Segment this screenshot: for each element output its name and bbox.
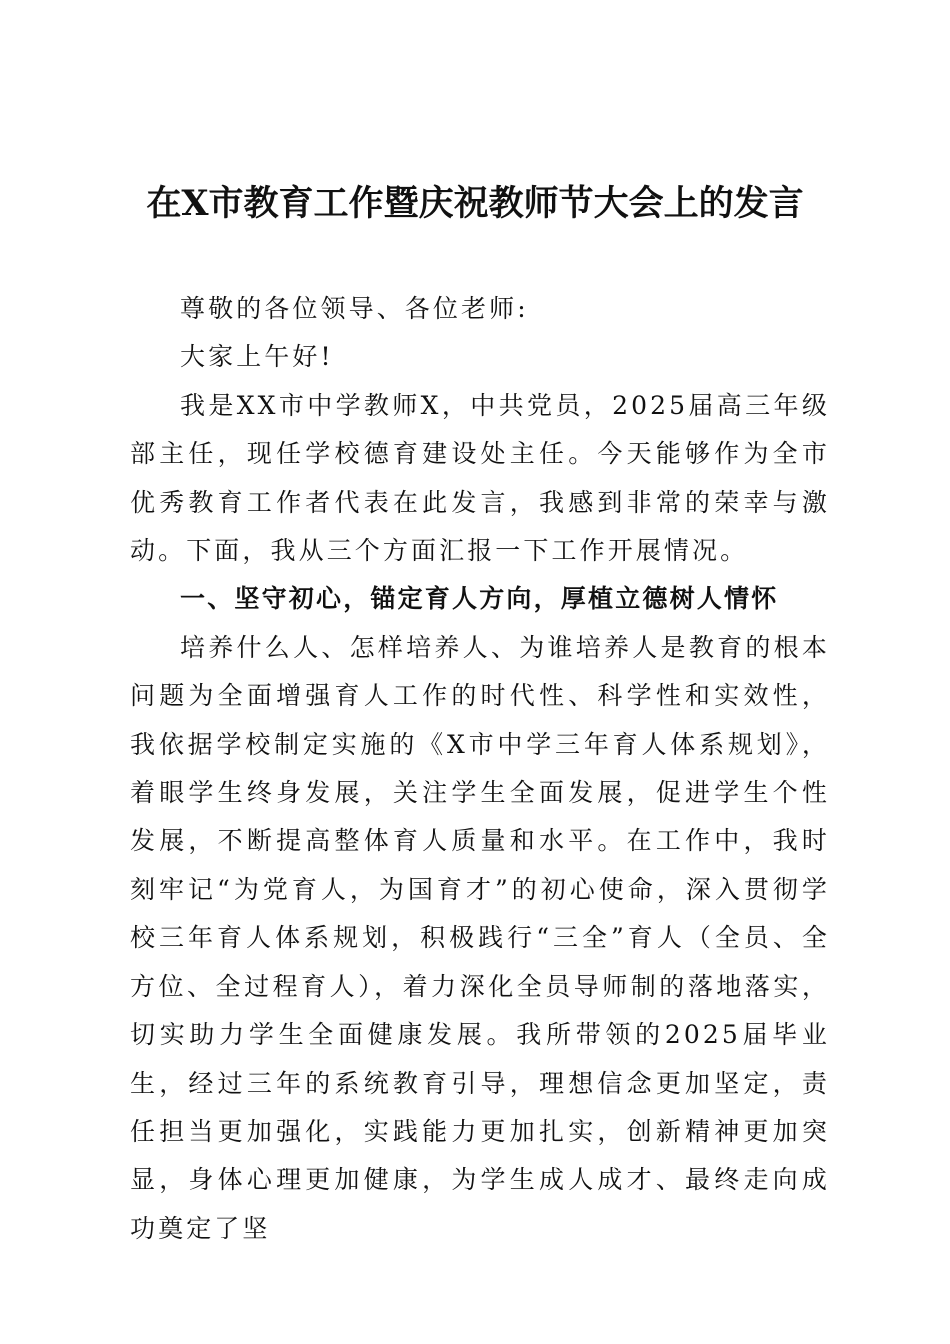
section-heading: 一、坚守初心，锚定育人方向，厚植立德树人情怀 bbox=[180, 584, 779, 614]
greeting: 大家上午好! bbox=[180, 342, 334, 372]
salutation: 尊敬的各位领导、各位老师: bbox=[180, 294, 529, 323]
intro-paragraph: 我是XX市中学教师X，中共党员，2025届高三年级部主任，现任学校德育建设处主任。今天能够作为全市优秀教育工作者代表在此发言，我感到非常的荣幸与激动。下面，我从三个方面汇报一下工作开展情况。 bbox=[130, 390, 830, 566]
document-body bbox=[130, 285, 830, 1253]
document-title: 在X市教育工作暨庆祝教师节大会上的发言 bbox=[146, 183, 804, 224]
section-paragraph: 培养什么人、怎样培养人、为谁培养人是教育的根本问题为全面增强育人工作的时代性、科学性和实效性，我依据学校制定实施的《X市中学三年育人体系规划》，着眼学生终身发展，关注学生全面发展，促进学生个性发展，不断提高整体育人质量和水平。在工作中，我时刻牢记“为党育人，为国育才”的初心使命，深入贯彻学校三年育人体系规划，积极践行“三全”育人（全员、全方位、全过程育人），着力深化全员导师制的落地落实，切实助力学生全面健康发展。我所带领的2025届毕业生，经过三年的系统教育引导，理想信念更加坚定，责任担当更加强化，实践能力更加扎实，创新精神更加突显，身体心理更加健康，为学生成人成才、最终走向成功奠定了坚 bbox=[130, 632, 830, 1243]
